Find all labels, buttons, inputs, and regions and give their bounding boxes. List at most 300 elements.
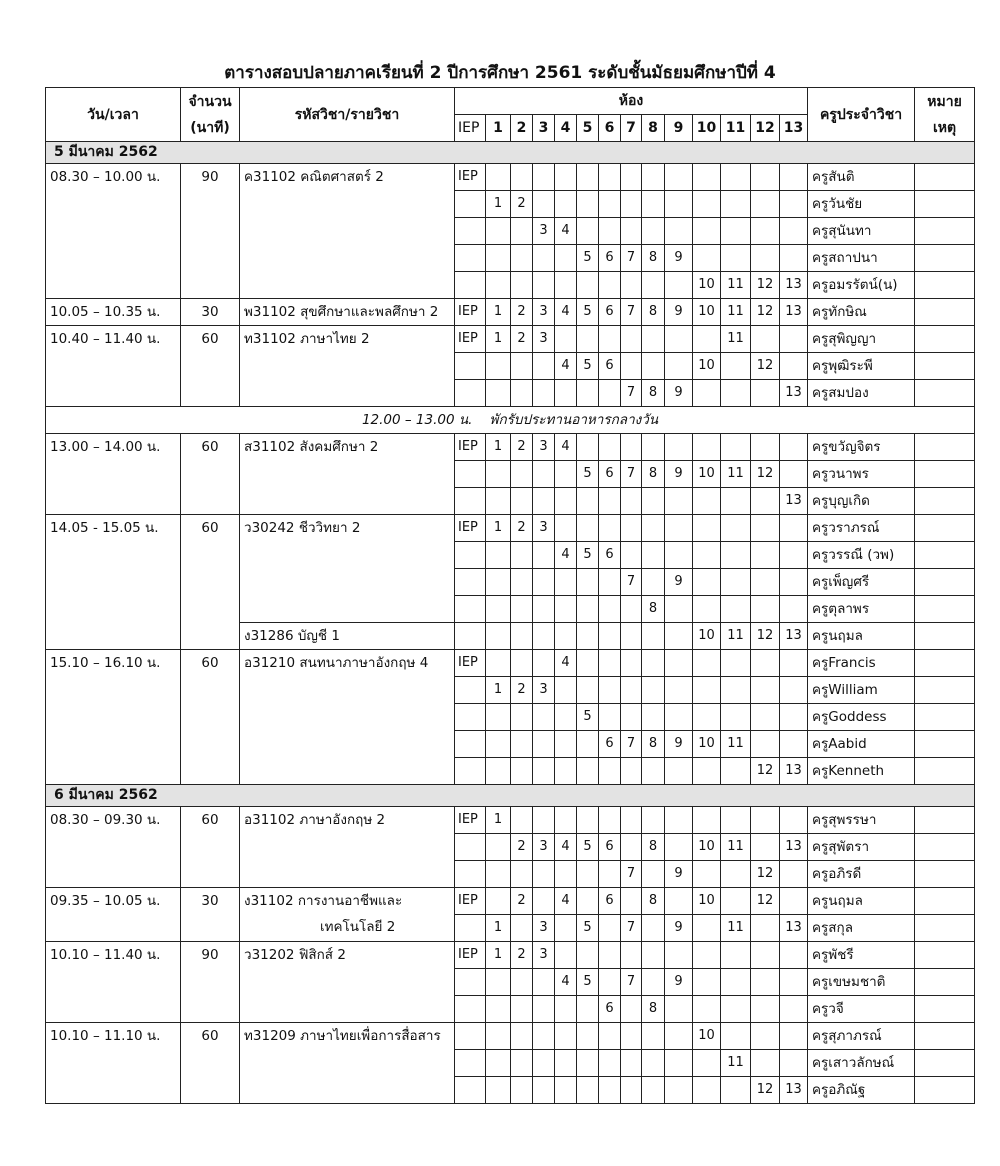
room-cell-1: 1 xyxy=(486,677,511,704)
room-cell-6 xyxy=(599,623,621,650)
room-cell-5 xyxy=(577,807,599,834)
room-cell-2 xyxy=(511,596,533,623)
room-cell-8: 8 xyxy=(642,461,665,488)
teacher-name: ครูAabid xyxy=(808,731,915,758)
exam-schedule-table xyxy=(45,87,975,1104)
header-room-11: 11 xyxy=(721,115,751,142)
room-cell-2 xyxy=(511,807,533,834)
room-cell-11 xyxy=(721,380,751,407)
room-cell-10: 10 xyxy=(693,834,721,861)
exam-time: 13.00 – 14.00 น. xyxy=(46,434,181,515)
teacher-name: ครูวรรณี (วพ) xyxy=(808,542,915,569)
room-cell-8 xyxy=(642,677,665,704)
room-cell-6 xyxy=(599,915,621,942)
room-cell-7 xyxy=(621,758,642,785)
room-cell-1: 1 xyxy=(486,299,511,326)
room-cell-1 xyxy=(486,380,511,407)
remarks-cell xyxy=(915,380,975,407)
room-cell-1 xyxy=(486,888,511,915)
room-cell-5 xyxy=(577,515,599,542)
exam-time: 10.05 – 10.35 น. xyxy=(46,299,181,326)
teacher-name: ครูเพ็ญศรี xyxy=(808,569,915,596)
remarks-cell xyxy=(915,1023,975,1050)
room-cell-13: 13 xyxy=(780,623,808,650)
room-cell-8: 8 xyxy=(642,888,665,915)
room-cell-12 xyxy=(751,731,780,758)
table-row xyxy=(46,942,975,969)
room-cell-1 xyxy=(486,704,511,731)
room-cell-2 xyxy=(511,380,533,407)
remarks-cell xyxy=(915,758,975,785)
subject-name-line1: ว30242 ชีววิทยา 2 xyxy=(244,520,361,536)
room-cell-5 xyxy=(577,942,599,969)
remarks-cell xyxy=(915,245,975,272)
room-cell-4 xyxy=(555,461,577,488)
room-cell-8 xyxy=(642,515,665,542)
room-cell-8: 8 xyxy=(642,380,665,407)
room-cell-13 xyxy=(780,542,808,569)
room-cell-3 xyxy=(533,731,555,758)
table-row xyxy=(46,888,975,915)
room-cell-12 xyxy=(751,704,780,731)
room-cell-4 xyxy=(555,1077,577,1104)
room-cell-5 xyxy=(577,272,599,299)
room-cell-iep: IEP xyxy=(455,807,486,834)
room-cell-7 xyxy=(621,596,642,623)
room-cell-9 xyxy=(665,218,693,245)
room-cell-7: 7 xyxy=(621,299,642,326)
room-cell-13: 13 xyxy=(780,1077,808,1104)
exam-minutes: 30 xyxy=(181,888,240,942)
header-row-1 xyxy=(46,88,975,115)
room-cell-4 xyxy=(555,191,577,218)
room-cell-13: 13 xyxy=(780,272,808,299)
room-cell-9 xyxy=(665,834,693,861)
room-cell-6 xyxy=(599,515,621,542)
room-cell-12 xyxy=(751,834,780,861)
room-cell-1 xyxy=(486,596,511,623)
room-cell-1 xyxy=(486,218,511,245)
remarks-cell xyxy=(915,996,975,1023)
room-cell-11 xyxy=(721,569,751,596)
room-cell-10 xyxy=(693,542,721,569)
date-label: 5 มีนาคม 2562 xyxy=(46,142,975,164)
room-cell-13 xyxy=(780,1023,808,1050)
room-cell-11 xyxy=(721,488,751,515)
room-cell-10 xyxy=(693,807,721,834)
remarks-cell xyxy=(915,1050,975,1077)
exam-minutes: 90 xyxy=(181,942,240,1023)
room-cell-13 xyxy=(780,888,808,915)
room-cell-9: 9 xyxy=(665,299,693,326)
teacher-name: ครูอภิณัฐ xyxy=(808,1077,915,1104)
room-cell-iep xyxy=(455,915,486,942)
room-cell-2 xyxy=(511,861,533,888)
room-cell-11: 11 xyxy=(721,299,751,326)
room-cell-3 xyxy=(533,380,555,407)
teacher-name: ครูพุฒิระพี xyxy=(808,353,915,380)
room-cell-2 xyxy=(511,245,533,272)
subject-name xyxy=(240,1023,455,1104)
room-cell-1 xyxy=(486,569,511,596)
room-cell-10 xyxy=(693,650,721,677)
room-cell-5 xyxy=(577,623,599,650)
room-cell-5 xyxy=(577,596,599,623)
date-band-row xyxy=(46,785,975,807)
room-cell-8: 8 xyxy=(642,596,665,623)
room-cell-13 xyxy=(780,704,808,731)
remarks-cell xyxy=(915,272,975,299)
room-cell-1 xyxy=(486,461,511,488)
room-cell-13: 13 xyxy=(780,299,808,326)
room-cell-11: 11 xyxy=(721,834,751,861)
room-cell-4: 4 xyxy=(555,969,577,996)
room-cell-12: 12 xyxy=(751,272,780,299)
room-cell-11 xyxy=(721,996,751,1023)
room-cell-8 xyxy=(642,326,665,353)
room-cell-12 xyxy=(751,596,780,623)
remarks-cell xyxy=(915,704,975,731)
room-cell-iep xyxy=(455,245,486,272)
teacher-name: ครูสมปอง xyxy=(808,380,915,407)
header-remarks xyxy=(915,88,975,142)
room-cell-4 xyxy=(555,677,577,704)
room-cell-iep xyxy=(455,596,486,623)
room-cell-6: 6 xyxy=(599,996,621,1023)
room-cell-12 xyxy=(751,1023,780,1050)
room-cell-4: 4 xyxy=(555,353,577,380)
exam-minutes: 60 xyxy=(181,807,240,888)
subject-name xyxy=(240,650,455,785)
room-cell-3 xyxy=(533,623,555,650)
remarks-cell xyxy=(915,164,975,191)
room-cell-7 xyxy=(621,834,642,861)
room-cell-10 xyxy=(693,942,721,969)
room-cell-8: 8 xyxy=(642,834,665,861)
room-cell-9 xyxy=(665,942,693,969)
room-cell-11 xyxy=(721,164,751,191)
room-cell-12 xyxy=(751,996,780,1023)
subject-name xyxy=(240,623,455,650)
room-cell-4 xyxy=(555,380,577,407)
room-cell-1 xyxy=(486,731,511,758)
room-cell-iep: IEP xyxy=(455,515,486,542)
room-cell-2 xyxy=(511,623,533,650)
room-cell-5 xyxy=(577,650,599,677)
room-cell-10 xyxy=(693,969,721,996)
room-cell-11: 11 xyxy=(721,326,751,353)
room-cell-4 xyxy=(555,758,577,785)
room-cell-13 xyxy=(780,245,808,272)
room-cell-3 xyxy=(533,996,555,1023)
room-cell-iep xyxy=(455,272,486,299)
room-cell-1 xyxy=(486,164,511,191)
room-cell-11 xyxy=(721,218,751,245)
exam-minutes: 90 xyxy=(181,164,240,299)
room-cell-4 xyxy=(555,1050,577,1077)
remarks-cell xyxy=(915,861,975,888)
room-cell-12 xyxy=(751,326,780,353)
room-cell-10: 10 xyxy=(693,1023,721,1050)
room-cell-5 xyxy=(577,569,599,596)
page-title: ตารางสอบปลายภาคเรียนที่ 2 ปีการศึกษา 2561 ระดับชั้นมัธยมศึกษาปีที่ 4 xyxy=(224,63,776,83)
header-rooms: ห้อง xyxy=(455,88,808,115)
teacher-name: ครูKenneth xyxy=(808,758,915,785)
room-cell-5: 5 xyxy=(577,542,599,569)
room-cell-7 xyxy=(621,650,642,677)
room-cell-10: 10 xyxy=(693,299,721,326)
room-cell-4 xyxy=(555,488,577,515)
room-cell-1 xyxy=(486,1077,511,1104)
room-cell-6: 6 xyxy=(599,353,621,380)
table-row xyxy=(46,299,975,326)
room-cell-9: 9 xyxy=(665,380,693,407)
remarks-cell xyxy=(915,434,975,461)
teacher-name: ครูWilliam xyxy=(808,677,915,704)
room-cell-11: 11 xyxy=(721,915,751,942)
subject-name-line1: ท31102 ภาษาไทย 2 xyxy=(244,331,370,347)
room-cell-8 xyxy=(642,969,665,996)
room-cell-11 xyxy=(721,969,751,996)
room-cell-5: 5 xyxy=(577,353,599,380)
teacher-name: ครูตุลาพร xyxy=(808,596,915,623)
room-cell-iep xyxy=(455,996,486,1023)
room-cell-3: 3 xyxy=(533,677,555,704)
teacher-name: ครูทักษิณ xyxy=(808,299,915,326)
room-cell-iep xyxy=(455,758,486,785)
room-cell-5: 5 xyxy=(577,461,599,488)
room-cell-iep: IEP xyxy=(455,888,486,915)
room-cell-4 xyxy=(555,915,577,942)
room-cell-2: 2 xyxy=(511,434,533,461)
room-cell-8 xyxy=(642,191,665,218)
room-cell-12 xyxy=(751,677,780,704)
room-cell-iep xyxy=(455,704,486,731)
table-row xyxy=(46,1023,975,1050)
room-cell-1 xyxy=(486,834,511,861)
room-cell-5: 5 xyxy=(577,969,599,996)
room-cell-iep: IEP xyxy=(455,299,486,326)
room-cell-13 xyxy=(780,353,808,380)
room-cell-6 xyxy=(599,326,621,353)
room-cell-9 xyxy=(665,650,693,677)
room-cell-1: 1 xyxy=(486,326,511,353)
room-cell-8 xyxy=(642,650,665,677)
room-cell-6 xyxy=(599,1023,621,1050)
room-cell-2 xyxy=(511,1050,533,1077)
room-cell-10 xyxy=(693,326,721,353)
room-cell-3 xyxy=(533,569,555,596)
exam-time: 10.10 – 11.40 น. xyxy=(46,942,181,1023)
room-cell-8: 8 xyxy=(642,731,665,758)
room-cell-5 xyxy=(577,488,599,515)
room-cell-9 xyxy=(665,164,693,191)
room-cell-1 xyxy=(486,272,511,299)
teacher-name: ครูGoddess xyxy=(808,704,915,731)
room-cell-11 xyxy=(721,861,751,888)
teacher-name: ครูนฤมล xyxy=(808,888,915,915)
room-cell-9 xyxy=(665,758,693,785)
room-cell-11 xyxy=(721,596,751,623)
teacher-name: ครูอมรรัตน์(น) xyxy=(808,272,915,299)
room-cell-1 xyxy=(486,969,511,996)
room-cell-9 xyxy=(665,515,693,542)
subject-name xyxy=(240,434,455,515)
room-cell-3: 3 xyxy=(533,218,555,245)
room-cell-2: 2 xyxy=(511,191,533,218)
subject-name-line2: เทคโนโลยี 2 xyxy=(320,919,396,935)
room-cell-7: 7 xyxy=(621,380,642,407)
room-cell-4: 4 xyxy=(555,542,577,569)
room-cell-iep: IEP xyxy=(455,164,486,191)
room-cell-5: 5 xyxy=(577,245,599,272)
room-cell-5: 5 xyxy=(577,299,599,326)
room-cell-11: 11 xyxy=(721,272,751,299)
remarks-cell xyxy=(915,834,975,861)
room-cell-3 xyxy=(533,488,555,515)
header-room-8: 8 xyxy=(642,115,665,142)
room-cell-8 xyxy=(642,915,665,942)
room-cell-10 xyxy=(693,1077,721,1104)
room-cell-1 xyxy=(486,623,511,650)
room-cell-11 xyxy=(721,353,751,380)
room-cell-11 xyxy=(721,677,751,704)
teacher-name: ครูเสาวลักษณ์ xyxy=(808,1050,915,1077)
exam-time: 09.35 – 10.05 น. xyxy=(46,888,181,942)
room-cell-2: 2 xyxy=(511,888,533,915)
room-cell-11 xyxy=(721,807,751,834)
room-cell-4 xyxy=(555,326,577,353)
room-cell-2: 2 xyxy=(511,834,533,861)
room-cell-7 xyxy=(621,164,642,191)
room-cell-13 xyxy=(780,942,808,969)
room-cell-12: 12 xyxy=(751,353,780,380)
room-cell-11 xyxy=(721,434,751,461)
room-cell-iep: IEP xyxy=(455,942,486,969)
room-cell-2 xyxy=(511,272,533,299)
room-cell-5 xyxy=(577,1077,599,1104)
room-cell-3 xyxy=(533,1077,555,1104)
room-cell-4 xyxy=(555,704,577,731)
room-cell-10 xyxy=(693,380,721,407)
room-cell-2 xyxy=(511,1077,533,1104)
room-cell-9 xyxy=(665,1023,693,1050)
room-cell-iep xyxy=(455,1023,486,1050)
room-cell-3: 3 xyxy=(533,942,555,969)
room-cell-7: 7 xyxy=(621,245,642,272)
teacher-name: ครูสุพิญญา xyxy=(808,326,915,353)
teacher-name: ครูสุภาภรณ์ xyxy=(808,1023,915,1050)
room-cell-11 xyxy=(721,1077,751,1104)
room-cell-13: 13 xyxy=(780,834,808,861)
room-cell-4 xyxy=(555,996,577,1023)
room-cell-1: 1 xyxy=(486,807,511,834)
room-cell-6 xyxy=(599,164,621,191)
room-cell-12: 12 xyxy=(751,758,780,785)
room-cell-11 xyxy=(721,942,751,969)
table-row xyxy=(46,326,975,353)
room-cell-8 xyxy=(642,1023,665,1050)
room-cell-2 xyxy=(511,461,533,488)
room-cell-3 xyxy=(533,861,555,888)
room-cell-6 xyxy=(599,596,621,623)
room-cell-9: 9 xyxy=(665,915,693,942)
table-row xyxy=(46,434,975,461)
teacher-name: ครูสุนันทา xyxy=(808,218,915,245)
remarks-cell xyxy=(915,218,975,245)
room-cell-12 xyxy=(751,807,780,834)
room-cell-7 xyxy=(621,191,642,218)
room-cell-6: 6 xyxy=(599,299,621,326)
room-cell-12 xyxy=(751,569,780,596)
room-cell-iep: IEP xyxy=(455,326,486,353)
room-cell-11: 11 xyxy=(721,623,751,650)
room-cell-4 xyxy=(555,569,577,596)
room-cell-1 xyxy=(486,353,511,380)
room-cell-2 xyxy=(511,353,533,380)
room-cell-1: 1 xyxy=(486,915,511,942)
room-cell-2 xyxy=(511,542,533,569)
room-cell-7 xyxy=(621,272,642,299)
remarks-cell xyxy=(915,731,975,758)
remarks-cell xyxy=(915,677,975,704)
room-cell-12 xyxy=(751,245,780,272)
remarks-cell xyxy=(915,915,975,942)
room-cell-iep xyxy=(455,861,486,888)
room-cell-9: 9 xyxy=(665,861,693,888)
subject-name xyxy=(240,326,455,407)
room-cell-13: 13 xyxy=(780,758,808,785)
exam-minutes: 60 xyxy=(181,650,240,785)
room-cell-8 xyxy=(642,623,665,650)
room-cell-5 xyxy=(577,218,599,245)
room-cell-7 xyxy=(621,888,642,915)
room-cell-7 xyxy=(621,1050,642,1077)
remarks-cell xyxy=(915,191,975,218)
room-cell-13: 13 xyxy=(780,488,808,515)
header-room-6: 6 xyxy=(599,115,621,142)
room-cell-8 xyxy=(642,353,665,380)
room-cell-3 xyxy=(533,542,555,569)
room-cell-8: 8 xyxy=(642,245,665,272)
room-cell-10: 10 xyxy=(693,731,721,758)
room-cell-12: 12 xyxy=(751,861,780,888)
date-label: 6 มีนาคม 2562 xyxy=(46,785,975,807)
room-cell-10 xyxy=(693,488,721,515)
room-cell-11 xyxy=(721,542,751,569)
room-cell-iep xyxy=(455,380,486,407)
room-cell-3 xyxy=(533,353,555,380)
room-cell-2 xyxy=(511,969,533,996)
room-cell-10 xyxy=(693,677,721,704)
header-subject: รหัสวิชา/รายวิชา xyxy=(240,88,455,142)
room-cell-5 xyxy=(577,1050,599,1077)
teacher-name: ครูวนาพร xyxy=(808,461,915,488)
room-cell-9: 9 xyxy=(665,245,693,272)
room-cell-10 xyxy=(693,996,721,1023)
room-cell-12 xyxy=(751,942,780,969)
teacher-name: ครูสุพัตรา xyxy=(808,834,915,861)
room-cell-12 xyxy=(751,191,780,218)
room-cell-5 xyxy=(577,164,599,191)
room-cell-8 xyxy=(642,1050,665,1077)
room-cell-4 xyxy=(555,272,577,299)
room-cell-7: 7 xyxy=(621,969,642,996)
room-cell-12 xyxy=(751,650,780,677)
room-cell-9: 9 xyxy=(665,569,693,596)
room-cell-6 xyxy=(599,218,621,245)
room-cell-iep xyxy=(455,623,486,650)
